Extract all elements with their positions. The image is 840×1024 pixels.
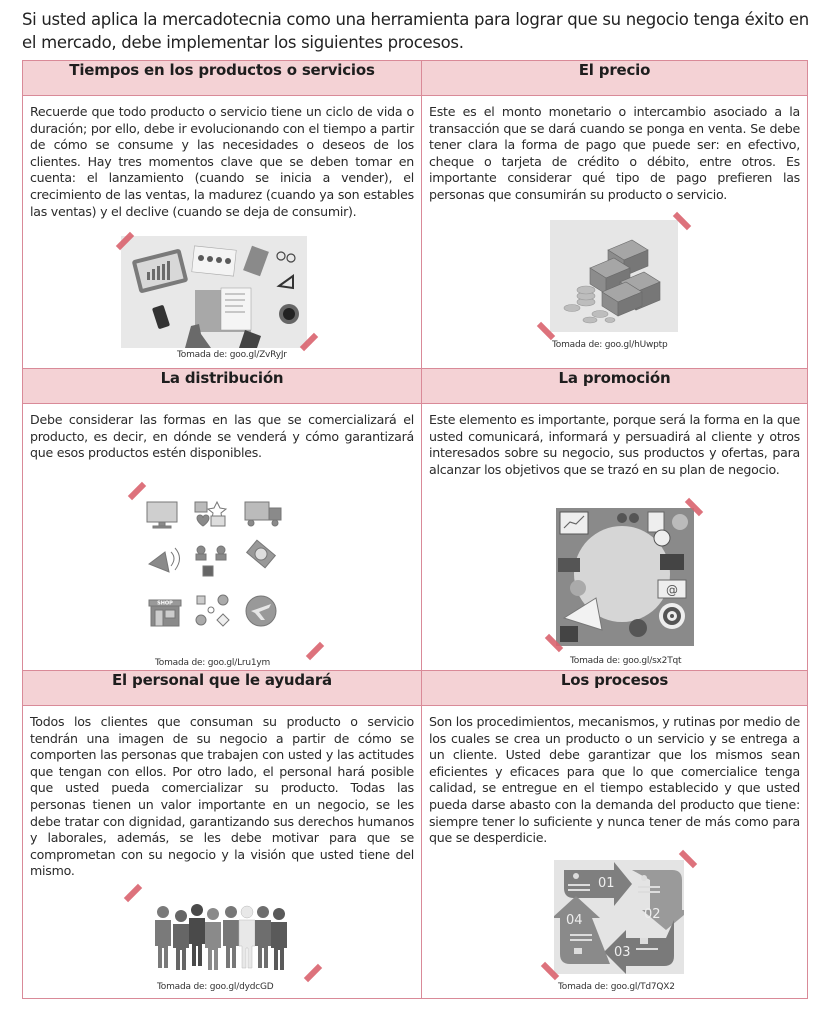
content-row (23, 706, 808, 999)
section-title-personal: El personal que le ayudará (23, 671, 422, 706)
process-cycle-arrows (554, 860, 684, 974)
section-title-procesos: Los procesos (422, 671, 808, 706)
figure-money (544, 216, 694, 366)
image-caption: Tomada de: goo.gl/hUwptp (552, 340, 668, 350)
image-caption: Tomada de: goo.gl/dydcGD (157, 982, 274, 992)
tape-decoration (124, 884, 142, 902)
section-text: Son los procedimientos, mecanismos, y rutinas por medio de los cuales se crea un producto o un servicio y se entrega a un cliente. Usted debe garantizar que los mismos sean eficientes y eficaces para que lo que comercialice tenga calidad, se entregue en el tiempo establecido y que usted pueda darse abasto con la demanda del producto que tiene: siempre tener lo suficiente y nunca tener de más como para que se desperdicie. (429, 714, 800, 846)
header-row (23, 61, 808, 96)
step-04: 04 (566, 913, 583, 928)
at-sign: @ (666, 583, 678, 597)
section-title-promocion: La promoción (422, 369, 808, 404)
shop-sign-text: SHOP (157, 600, 173, 607)
figure-process (534, 852, 714, 998)
intro-paragraph: Si usted aplica la mercadotecnia como una herramienta para lograr que su negocio tenga éxito en el mercado, debe implementar los siguientes procesos. (22, 10, 809, 52)
tape-decoration (306, 642, 324, 660)
section-text: Debe considerar las formas en las que se comercializará el producto, es decir, en dónde se venderá y cómo garantizará que esos productos estén disponibles. (30, 412, 414, 461)
image-caption: Tomada de: goo.gl/ZvRyJr (177, 350, 287, 360)
figure-desk (119, 236, 319, 366)
distribution-icons-grid (141, 496, 301, 646)
header-row (23, 369, 808, 404)
content-row (23, 404, 808, 671)
promotion-icons-circle (556, 508, 694, 646)
section-cell-personal (23, 706, 422, 999)
section-text: Recuerde que todo producto o servicio tiene un ciclo de vida o duración; por ello, debe ir evolucionando con el tiempo a partir de cómo se consume y las necesidades o deseos de los clientes. Hay tres momentos clave que se deben tomar en cuenta: el lanzamiento (cuando se inicia a vender), el crecimiento de las ventas, la madurez (cuando ya son estables las ventas) y el declive (cuando se deja de consumir). (30, 104, 414, 219)
group-of-people-figures (151, 902, 301, 972)
figure-people (125, 884, 325, 998)
header-row (23, 671, 808, 706)
section-cell-procesos (422, 706, 808, 999)
desk-workspace-illustration (121, 236, 307, 348)
image-caption: Tomada de: goo.gl/Lru1ym (155, 658, 271, 668)
step-02: 02 (644, 907, 661, 922)
section-title-precio: El precio (422, 61, 808, 96)
tape-decoration (304, 964, 322, 982)
section-cell-precio (422, 96, 808, 369)
section-title-distribucion: La distribución (23, 369, 422, 404)
section-cell-tiempos (23, 96, 422, 369)
section-text: Este es el monto monetario o intercambio asociado a la transacción que se dará cuando se ponga en venta. Se debe tener clara la forma de pago que puede ser: en efectivo, cheque o tarjeta de crédito o débito, entre otros. Es importante considerar qué tipo de pago prefieren las personas que consumirán su producto o servicio. (429, 104, 800, 202)
image-caption: Tomada de: goo.gl/sx2Tqt (570, 656, 682, 666)
image-caption: Tomada de: goo.gl/Td7QX2 (558, 982, 675, 992)
money-stacks-illustration (550, 220, 678, 332)
figure-distribution (125, 480, 325, 670)
section-cell-promocion (422, 404, 808, 671)
step-03: 03 (614, 945, 631, 960)
section-text: Este elemento es importante, porque será la forma en la que usted comunicará, informará y persuadirá al cliente y otros interesados sobre su negocio, sus productos y ofertas, para alcanzar los objetivos que se trazó en su plan de negocio. (429, 412, 800, 477)
section-text: Todos los clientes que consuman su producto o servicio tendrán una imagen de su negocio a partir de cómo se comporten las personas que trabajen con usted y las actitudes que tengan con ellos. Por otro lado, el personal hará posible que usted pueda comercializar su producto. Todas las personas tienen un valor importante en un negocio, se les debe tratar con dignidad, garantizando sus derechos humanos y laborales, además, se les debe motivar para que se comprometan con su negocio y la visión que usted tiene del mismo. (30, 714, 414, 879)
section-title-tiempos: Tiempos en los productos o servicios (23, 61, 422, 96)
marketing-mix-table (22, 60, 808, 999)
figure-promotion (550, 500, 710, 670)
section-cell-distribucion (23, 404, 422, 671)
step-01: 01 (598, 876, 615, 891)
content-row (23, 96, 808, 369)
